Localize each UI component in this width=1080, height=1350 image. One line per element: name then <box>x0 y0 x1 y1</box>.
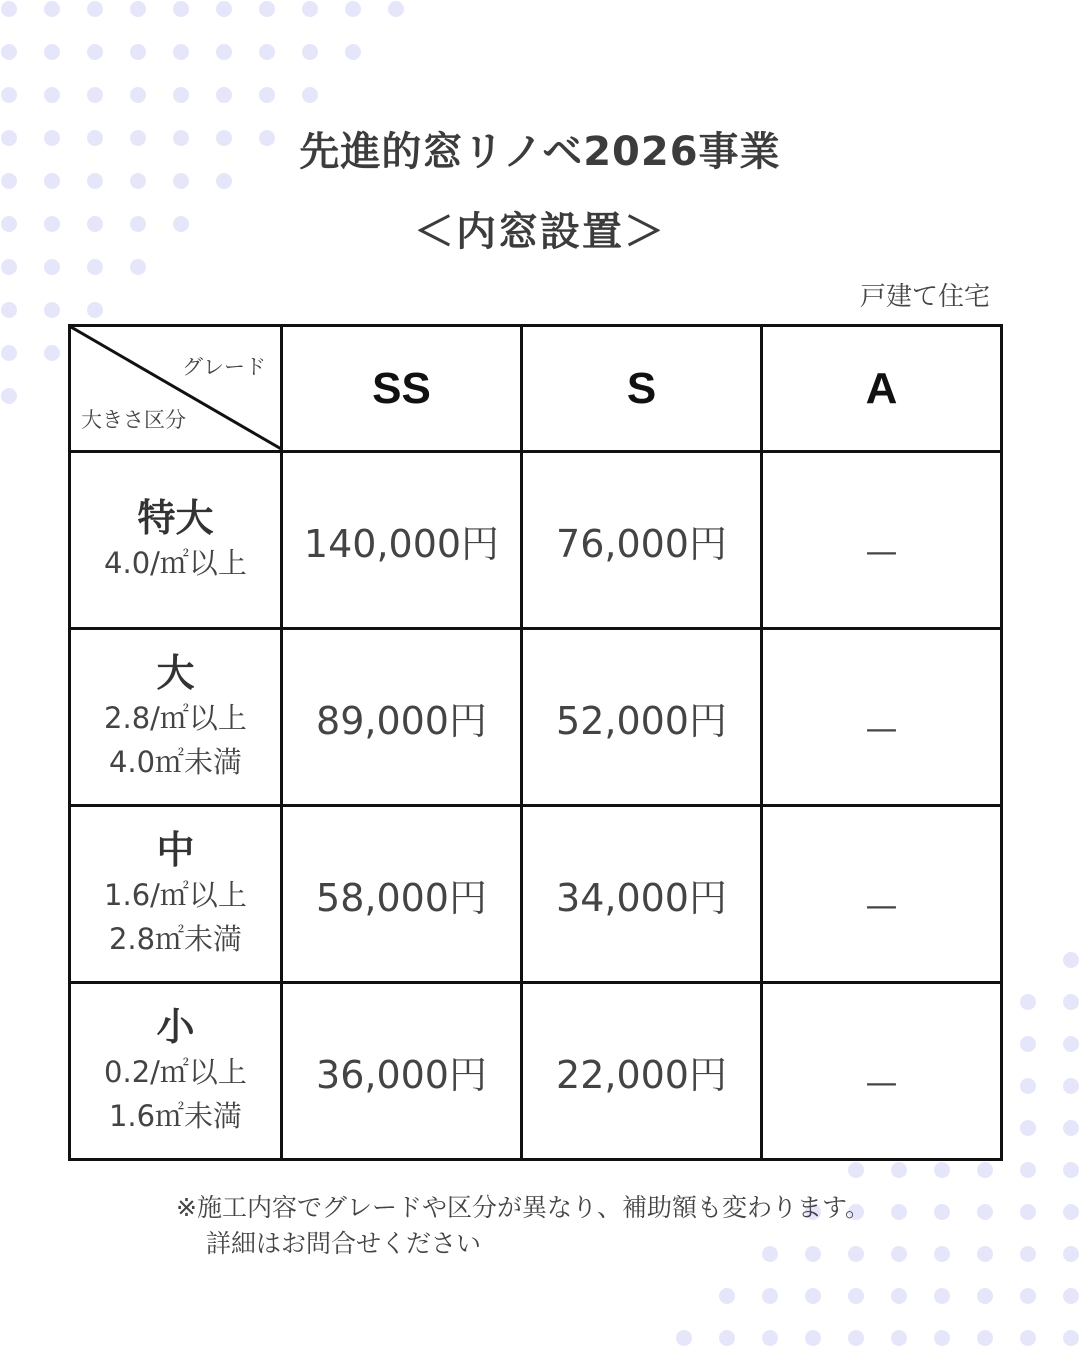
table-row <box>70 983 1002 1160</box>
size-name: 大 <box>156 651 195 695</box>
decor-dot <box>130 1 146 17</box>
decor-dot <box>762 1330 778 1346</box>
not-applicable-dash: — <box>865 1063 898 1101</box>
decor-dot <box>977 1330 993 1346</box>
decor-dot <box>934 1204 950 1220</box>
decor-dot <box>173 87 189 103</box>
decor-dot <box>173 44 189 60</box>
decor-dot <box>87 302 103 318</box>
grade-header-s <box>522 326 762 452</box>
amount-cell-s <box>522 452 762 629</box>
decor-dot <box>1020 1204 1036 1220</box>
decor-dot <box>345 1 361 17</box>
table-row <box>70 806 1002 983</box>
decor-dot <box>934 1288 950 1304</box>
decor-dot <box>130 44 146 60</box>
decor-dot <box>302 87 318 103</box>
decor-dot <box>1 345 17 361</box>
amount-cell-s <box>522 806 762 983</box>
decor-dot <box>1063 1036 1079 1052</box>
not-applicable-dash: — <box>865 532 898 570</box>
amount-cell-ss <box>282 806 522 983</box>
size-range: 1.6㎡未満 <box>108 1099 243 1133</box>
decor-dot <box>44 87 60 103</box>
decor-dot <box>1063 1078 1079 1094</box>
decor-dot <box>848 1330 864 1346</box>
amount-value: 140,000円 <box>303 521 500 566</box>
corner-header-cell <box>70 326 282 452</box>
decor-dot <box>1063 1288 1079 1304</box>
decor-dot <box>130 87 146 103</box>
page-title: 先進的窓リノベ2026事業 <box>299 129 781 175</box>
decor-dot <box>1 259 17 275</box>
decor-dot <box>87 259 103 275</box>
decor-dot <box>1020 1120 1036 1136</box>
decor-dot <box>977 1288 993 1304</box>
decor-dot <box>1063 994 1079 1010</box>
amount-cell-ss <box>282 983 522 1160</box>
amount-cell-a <box>762 806 1002 983</box>
size-name: 中 <box>156 828 195 872</box>
decor-dot <box>130 259 146 275</box>
decor-dot <box>87 1 103 17</box>
amount-value: 89,000円 <box>316 698 487 743</box>
decor-dot <box>87 44 103 60</box>
decor-dot <box>44 259 60 275</box>
decor-dot <box>1 44 17 60</box>
decor-dot <box>1063 1204 1079 1220</box>
decor-dot <box>1 1 17 17</box>
decor-dot <box>87 87 103 103</box>
decor-dot <box>216 1 232 17</box>
table-row <box>70 452 1002 629</box>
size-range: 2.8㎡未満 <box>108 922 243 956</box>
decor-dot <box>891 1330 907 1346</box>
decor-dot <box>302 44 318 60</box>
decor-dot <box>891 1204 907 1220</box>
decor-dot <box>1 388 17 404</box>
amount-cell-a <box>762 629 1002 806</box>
decor-dot <box>805 1288 821 1304</box>
decor-dot <box>977 1204 993 1220</box>
amount-value: 76,000円 <box>556 521 727 566</box>
size-range: 0.2/㎡以上 <box>104 1055 247 1089</box>
decor-dot <box>676 1330 692 1346</box>
decor-dot <box>1020 1162 1036 1178</box>
size-range: 2.8/㎡以上 <box>104 701 247 735</box>
decor-dot <box>259 87 275 103</box>
decor-dot <box>1020 1288 1036 1304</box>
decor-dot <box>891 1162 907 1178</box>
size-name: 小 <box>156 1005 195 1049</box>
subsidy-table <box>68 324 1003 1161</box>
decor-dot <box>302 1 318 17</box>
decor-dot <box>1063 1120 1079 1136</box>
not-applicable-dash: — <box>865 709 898 747</box>
decor-dot <box>1020 1246 1036 1262</box>
decor-dot <box>173 1 189 17</box>
decor-dot <box>44 1 60 17</box>
size-axis-label: 大きさ区分 <box>81 408 186 432</box>
decor-dot <box>259 44 275 60</box>
table-header-row <box>70 326 1002 452</box>
decor-dot <box>848 1288 864 1304</box>
amount-value: 52,000円 <box>556 698 727 743</box>
amount-cell-s <box>522 629 762 806</box>
decor-dot <box>1020 994 1036 1010</box>
amount-cell-ss <box>282 452 522 629</box>
decor-dot <box>934 1246 950 1262</box>
decor-dot <box>805 1330 821 1346</box>
decor-dot <box>1063 952 1079 968</box>
footnote-line-2: 詳細はお問合せください <box>206 1229 482 1258</box>
decor-dot <box>44 44 60 60</box>
not-applicable-dash: — <box>865 886 898 924</box>
amount-cell-ss <box>282 629 522 806</box>
grade-header-a <box>762 326 1002 452</box>
amount-value: 58,000円 <box>316 875 487 920</box>
decor-dot <box>934 1330 950 1346</box>
decor-dot <box>1020 1330 1036 1346</box>
decor-dot <box>259 1 275 17</box>
grade-label: A <box>865 363 898 413</box>
size-cell <box>70 452 282 629</box>
decor-dot <box>977 1162 993 1178</box>
size-cell <box>70 806 282 983</box>
housing-type-label: 戸建て住宅 <box>859 282 990 312</box>
decor-dot <box>1063 1330 1079 1346</box>
size-range: 4.0㎡未満 <box>108 745 243 779</box>
size-range: 1.6/㎡以上 <box>104 878 247 912</box>
decor-dot <box>762 1288 778 1304</box>
decor-dot <box>345 44 361 60</box>
decor-dot <box>891 1288 907 1304</box>
grade-label: S <box>626 363 657 413</box>
grade-header-ss <box>282 326 522 452</box>
footnote <box>176 1190 870 1262</box>
grade-axis-label: グレード <box>182 355 266 379</box>
decor-dot <box>216 44 232 60</box>
decor-dot <box>1 302 17 318</box>
decor-dot <box>977 1246 993 1262</box>
decor-dot <box>1020 1036 1036 1052</box>
decor-dot <box>719 1288 735 1304</box>
table-row <box>70 629 1002 806</box>
decor-dot <box>1063 1162 1079 1178</box>
decor-dot <box>848 1162 864 1178</box>
amount-cell-a <box>762 452 1002 629</box>
footnote-line-1: ※施工内容でグレードや区分が異なり、補助額も変わります。 <box>176 1193 870 1222</box>
size-range: 4.0/㎡以上 <box>104 546 247 580</box>
decor-dot <box>1020 1078 1036 1094</box>
size-cell <box>70 983 282 1160</box>
grade-label: SS <box>372 363 431 413</box>
decor-dot <box>44 345 60 361</box>
amount-value: 36,000円 <box>316 1052 487 1097</box>
decor-dot <box>934 1162 950 1178</box>
amount-value: 22,000円 <box>556 1052 727 1097</box>
page-subtitle: ＜内窓設置＞ <box>414 209 666 255</box>
decor-dot <box>1 87 17 103</box>
amount-cell-s <box>522 983 762 1160</box>
amount-cell-a <box>762 983 1002 1160</box>
decor-dot <box>44 302 60 318</box>
decor-dot <box>216 87 232 103</box>
decor-dot <box>388 1 404 17</box>
amount-value: 34,000円 <box>556 875 727 920</box>
decor-dot <box>1063 1246 1079 1262</box>
decor-dot <box>719 1330 735 1346</box>
size-cell <box>70 629 282 806</box>
decor-dot <box>891 1246 907 1262</box>
size-name: 特大 <box>137 496 214 540</box>
